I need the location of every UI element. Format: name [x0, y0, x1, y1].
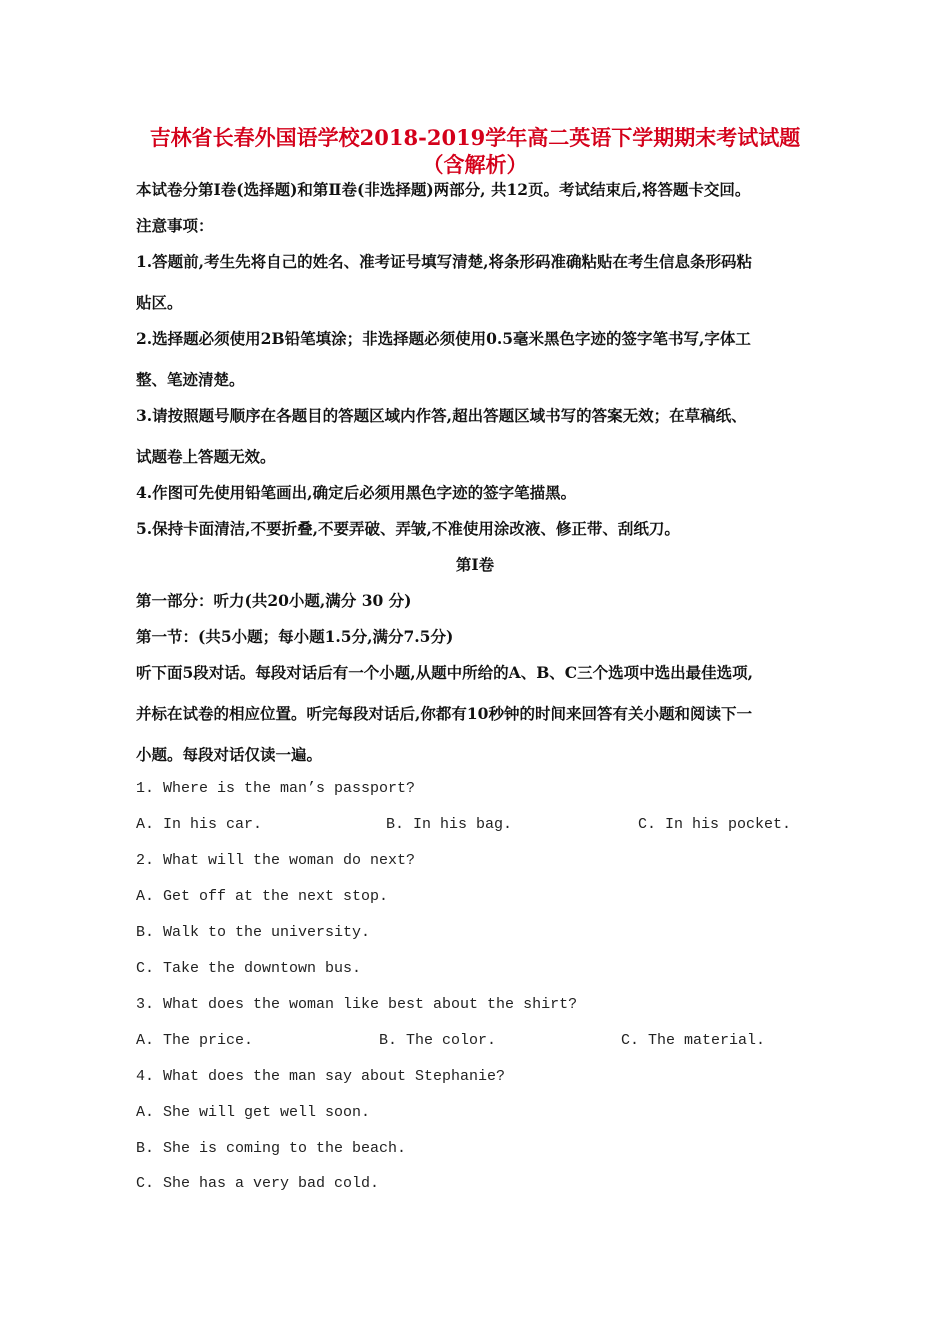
document-subtitle: （含解析）	[422, 152, 528, 177]
question-3-option-b: B. The color.	[379, 1032, 497, 1049]
notice-item-1-cont: 贴区。	[136, 293, 183, 312]
notice-item-1: 1.答题前,考生先将自己的姓名、准考证号填写清楚,将条形码准确粘贴在考生信息条形码粘	[136, 252, 752, 271]
question-4-option-c: C. She has a very bad cold.	[136, 1175, 380, 1192]
question-1-option-a: A. In his car.	[136, 816, 263, 833]
notice-heading: 注意事项：	[136, 216, 214, 235]
question-2: 2. What will the woman do next?	[136, 852, 416, 869]
document-title: 吉林省长春外国语学校2018-2019学年高二英语下学期期末考试试题	[149, 125, 801, 150]
question-3-option-c: C. The material.	[621, 1032, 766, 1049]
question-4: 4. What does the man say about Stephanie?	[136, 1068, 506, 1085]
part-heading: 第一部分：听力(共20小题,满分 30 分)	[136, 591, 412, 610]
question-2-option-a: A. Get off at the next stop.	[136, 888, 389, 905]
intro-text: 本试卷分第Ⅰ卷(选择题)和第Ⅱ卷(非选择题)两部分, 共12页。考试结束后,将答题卡交回。	[136, 180, 751, 199]
notice-item-5: 5.保持卡面清洁,不要折叠,不要弄破、弄皱,不准使用涂改液、修正带、刮纸刀。	[136, 519, 680, 538]
notice-item-2: 2.选择题必须使用2B铅笔填涂；非选择题必须使用0.5毫米黑色字迹的签字笔书写,字体工	[136, 329, 751, 348]
notice-item-2-cont: 整、笔迹清楚。	[136, 370, 245, 389]
question-4-option-a: A. She will get well soon.	[136, 1104, 371, 1121]
instructions-line-2: 并标在试卷的相应位置。听完每段对话后,你都有10秒钟的时间来回答有关小题和阅读下一	[136, 704, 752, 723]
notice-item-4: 4.作图可先使用铅笔画出,确定后必须用黑色字迹的签字笔描黑。	[136, 483, 577, 502]
question-4-option-b: B. She is coming to the beach.	[136, 1140, 407, 1157]
question-1-option-b: B. In his bag.	[386, 816, 513, 833]
question-2-option-c: C. Take the downtown bus.	[136, 960, 362, 977]
section-heading: 第一节：(共5小题；每小题1.5分,满分7.5分)	[136, 627, 454, 646]
instructions-line-3: 小题。每段对话仅读一遍。	[136, 745, 323, 764]
instructions-line-1: 听下面5段对话。每段对话后有一个小题,从题中所给的A、B、C三个选项中选出最佳选项,	[136, 663, 754, 682]
volume-title: 第Ⅰ卷	[455, 555, 495, 574]
question-3: 3. What does the woman like best about the shirt?	[136, 996, 578, 1013]
question-1: 1. Where is the man’s passport?	[136, 780, 416, 797]
question-1-option-c: C. In his pocket.	[638, 816, 792, 833]
question-3-option-a: A. The price.	[136, 1032, 254, 1049]
notice-item-3: 3.请按照题号顺序在各题目的答题区域内作答,超出答题区域书写的答案无效；在草稿纸、	[136, 406, 747, 425]
question-2-option-b: B. Walk to the university.	[136, 924, 371, 941]
notice-item-3-cont: 试题卷上答题无效。	[136, 447, 276, 466]
